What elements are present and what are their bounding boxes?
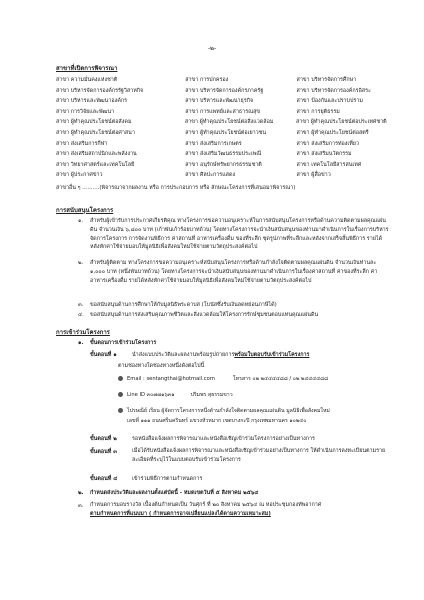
- support-item-number: ๑.: [78, 218, 84, 224]
- section-heading-participation: การเข้าร่วมโครงการ: [56, 329, 110, 336]
- field-item: สาขา บริหารจัดการองค์กรภาครัฐ: [185, 87, 264, 94]
- field-item: สาขา บริหารจัดการองค์กรอิสระ: [296, 87, 371, 94]
- email-bullet-icon: [118, 376, 123, 381]
- support-item-number: ๔.: [78, 312, 84, 318]
- contact-email-row: [118, 376, 328, 383]
- step4-label: ขั้นตอนที่ ๔: [90, 476, 118, 482]
- fields-row: [56, 117, 386, 128]
- field-item: สาขา บริหารและพัฒนาองค์กร: [56, 98, 127, 105]
- fields-row: [56, 160, 386, 171]
- field-item: สาขา การแพทย์และสาธารณสุข: [185, 108, 261, 115]
- step3-label: ขั้นตอนที่ ๓: [90, 449, 117, 455]
- fields-row: [56, 75, 386, 86]
- field-item: สาขา ผู้ประกาศข่าว: [56, 172, 103, 179]
- field-item: สาขา ส่งเสริมการท่องเที่ยว: [296, 140, 359, 147]
- field-item: สาขา ส่งเสริมวัฒนธรรมประเพณี: [185, 151, 262, 158]
- fields-row: [56, 86, 386, 97]
- contact-email: Email : sentangthai@hotmail.com: [127, 376, 215, 382]
- field-item: สาขา ศิลปะการแสดง: [185, 172, 236, 179]
- participation-sub-number: ๑.: [78, 340, 84, 346]
- step2-label: ขั้นตอนที่ ๒: [90, 436, 117, 442]
- step1-label: ขั้นตอนที่ ๑: [90, 352, 117, 358]
- line-bullet-icon: [118, 392, 123, 397]
- field-item: สาขา บริหารจัดการศึกษา: [296, 77, 357, 83]
- award-line1: กำหนดการมอบรางวัล เบื้องต้นกำหนดเป็น วันศุกร์ ที่ ๒๐ สิงหาคม ๒๕๖๔ ณ หอประชุมกองทัพอากาศ: [90, 502, 322, 508]
- field-item: สาขา ความมั่นคงแห่งชาติ: [56, 77, 118, 83]
- field-item: สาขา ป้องกันและปราบปราม: [296, 98, 363, 105]
- contact-fax: โทรสาร ๐๒ ๒๔๔๔๔๘๘ / ๐๒ ๒๔๔๔๔๘๘: [232, 376, 329, 382]
- field-item: สาขา ส่งเสริมการกีฬา: [56, 140, 108, 147]
- fields-row: [56, 149, 386, 160]
- support-item-number: ๓.: [78, 302, 84, 308]
- fields-row: [56, 139, 386, 150]
- award-line2: ตามกำหนดการที่แนบมา ( กำหนดการอาจเปลี่ยนแปลงได้ตามความเหมาะสม): [90, 510, 271, 517]
- field-item: สาขา ส่งเสริมสถาปนิกและพลังงาน: [56, 151, 137, 158]
- field-item: สาขา ส่งเสริมการเกษตร: [185, 140, 242, 147]
- field-item: สาขา บริหารและพัฒนาธุรกิจ: [185, 98, 254, 105]
- field-item: สาขา บริหารจัดการองค์กรรัฐวิสาหกิจ: [56, 87, 144, 94]
- field-item: สาขา การยุติธรรม: [296, 108, 340, 115]
- contact-line-ref: ปริมพร สุธรรมขาว: [190, 392, 233, 398]
- field-item: สาขา ผู้ทำคุณประโยชน์ต่อสิ่งแวดล้อม: [184, 119, 274, 126]
- section-heading-support: การสนับสนุนโครงการ: [56, 207, 114, 214]
- other-fields-line: สาขาอื่น ๆ ..........(พิจารณาจากผลงาน หรือ การประกอบการ หรือ ลักษณะโครงการที่เสนอมาพิจารณา): [56, 185, 296, 191]
- support-item-follower: สำหรับผู้ติดตาม ทางโครงการขอความอนุเคราะห์สนับสนุนโครงการหรือด้านกำลังใจติดตามผลคุณแผ่นดิน จำนวนเงินท่านละ ๑,๐๐๐ บาท (หนึ่งพันบาทถ้วน) โดยทางโครงการจะนำเงินสนับสนุนของท่านมาดำเนินการในเรื่องค่าสถานที่ ค่าของที่ระลึก ค่าอาหารเครื่องดื่ม รายได้หลังหักค่าใช้จ่ายมอบให้มูลนิธิเพื่อสังคมใหม่ใช้จ่ายตามวัตถุประสงค์ต่อไป: [90, 260, 378, 284]
- fields-row: [56, 170, 386, 181]
- fields-row: [56, 96, 386, 107]
- deadline-number: ๒.: [78, 490, 84, 496]
- award-number: ๓.: [78, 503, 84, 509]
- contact-post-line1: ไปรษณีย์ เรียน ผู้จัดการโครงการหนึ่งด้านกำลังใจติดตามผลคุณแผ่นดิน มูลนิธิเพื่อสังคมใหม่: [127, 408, 330, 414]
- field-item: สาขา ผู้ทำคุณประโยชน์ต่อศาสนา: [56, 129, 135, 136]
- deadline-text: กำหนดส่งประวัติและผลงานตั้งแต่บัดนี้ - หมดเขตวันที่ ๕ สิงหาคม ๒๕๖๔: [90, 490, 259, 496]
- step4-text: เข้าร่วมพิธีการตามกำหนดการ: [132, 476, 203, 482]
- support-item-participant: สำหรับผู้เข้ารับการประกาศเกียรติคุณ ทางโครงการขอความอนุเคราะห์ในการสนับสนุนโครงการหรือด้านความติดตามผลคุณแผ่นดิน จำนวนเงิน ๖,๘๐๐ บาท (เก้าพันเก้าร้อยบาทถ้วน) โดยทางโครงการจะนำเงินสนับสนุนของท่านมาดำเนินการในเรื่องการบริหารจัดการโครงการ การจัดงานพิธีการ ค่าสถานที่ อาหารเครื่องดื่ม ของที่ระลึก ชุดรูปภาพที่ระลึกและหลังจากเสร็จสิ้นพิธีการ รายได้หลังหักค่าใช้จ่ายมอบให้มูลนิธิเพื่อสังคมใหม่ใช้จ่ายตามวัตถุประสงค์ต่อไป: [90, 218, 389, 251]
- support-item-education: ขอสนับสนุนด้านการศึกษาให้กับมูลนิธิพระดาบส (โบนัสซึ่งรับเงินลดหย่อนภาษีได้): [90, 302, 277, 308]
- section-heading-fields: สาขาที่เปิดการพิจารณา: [56, 65, 118, 72]
- support-item-environment: ขอสนับสนุนด้านการส่งเสริมคุณภาพชีวิตและสิ่งแวดล้อมให้โครงการรักษ์ชุมชนตอบแทนคุณแผ่นดิน: [90, 312, 319, 318]
- fields-grid: [56, 75, 386, 181]
- field-item: สาขา ผู้ทำคุณประโยชน์ต่อประเทศชาติ: [296, 119, 387, 126]
- page-number: -๒-: [207, 45, 217, 52]
- field-item: สาขา ผู้ทำคุณประโยชน์ต่อสตรี: [296, 129, 369, 136]
- step1-text: นำส่งแบบประวัติและผลงานพร้อมรูปถ่ายการพร้อมใบตอบรับเข้าร่วมโครงการ: [132, 352, 310, 358]
- step1-channels-line: ตามช่องทางใดช่องทางหนึ่งดังต่อไปนี้: [118, 363, 205, 369]
- contact-line-row: [118, 392, 233, 399]
- step3-text: เมื่อได้รับหนังสือแจ้งผลการพิจารณาและหนังสือเชิญเข้าร่วมอย่างเป็นทางการ ให้ดำเนินการลงทะเบียนตามรายละเอียดที่ระบุไว้ในแบบตอบรับเข้าร่วมโครงการ: [132, 448, 386, 463]
- field-item: สาขา การปกครอง: [185, 77, 229, 83]
- support-item-number: ๒.: [78, 260, 84, 266]
- contact-post-row: [118, 408, 330, 415]
- award-text: [90, 501, 390, 519]
- field-item: สาขา ส่งเสริมนวัตกรรม: [296, 151, 352, 158]
- field-item: สาขา อนุรักษ์ทรัพยากรธรรมชาติ: [185, 161, 262, 168]
- field-item: สาขา การวิจัยและพัฒนา: [56, 108, 115, 115]
- post-bullet-icon: [118, 408, 123, 413]
- field-item: สาขา เทคโนโลยีสารสนเทศ: [296, 161, 362, 168]
- field-item: สาขา ผู้ทำคุณประโยชน์ต่อสังคม: [56, 119, 132, 126]
- fields-row: [56, 107, 386, 118]
- field-item: สาขา ผู้ทำคุณประโยชน์ต่อเยาวชน: [185, 129, 267, 136]
- participation-steps-title: ขั้นตอนการเข้าร่วมโครงการ: [90, 340, 157, 346]
- field-item: สาขา ผู้สื่อข่าว: [296, 172, 331, 179]
- step2-text: รอหนังสือแจ้งผลการพิจารณาและหนังสือเชิญเข้าร่วมโครงการอย่างเป็นทางการ: [132, 436, 315, 442]
- contact-line-id: Line ID ๓๐๗๗๑๖๓๑: [127, 392, 175, 398]
- field-item: สาขา วิทยาศาสตร์และเทคโนโลยี: [56, 161, 135, 168]
- contact-post-line2: เลขที่ ๑๑๑ ถนนศรีนครินทร์ แขวงหัวหมาก เขตบางกะปิ กรุงเทพมหานคร ๑๐๒๔๐: [127, 418, 307, 424]
- fields-row: [56, 128, 386, 139]
